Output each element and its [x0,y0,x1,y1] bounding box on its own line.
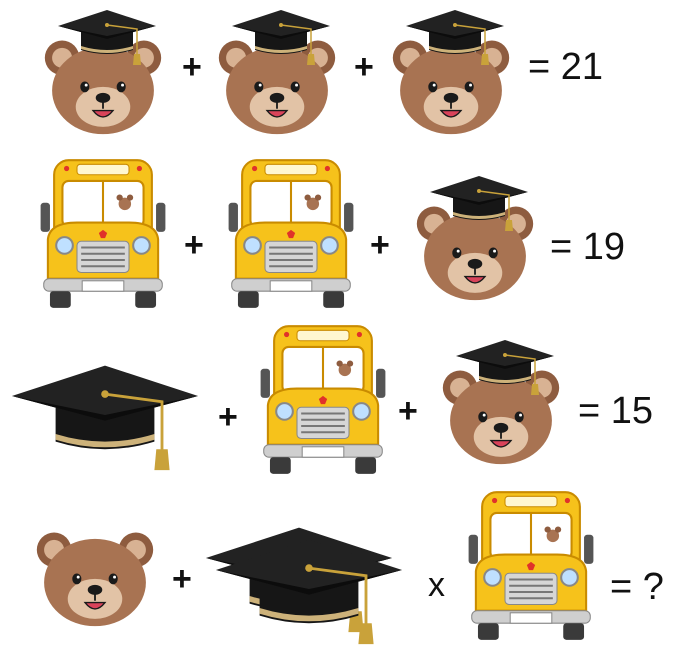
bear-icon [30,528,160,628]
equation-row-2 [0,150,691,310]
cap-icon [52,6,162,66]
result: = 15 [578,390,654,432]
result: = ? [610,566,664,608]
operator: + [398,392,418,430]
operator: + [182,48,202,86]
operator: + [370,226,390,264]
cap-icon [214,532,404,646]
operator: + [354,48,374,86]
bus-icon [462,488,600,644]
cap-icon [450,336,560,396]
result: = 21 [528,46,604,88]
equation-row-3 [0,320,691,480]
operator: + [184,226,204,264]
cap-icon [8,358,202,472]
bus-icon [222,156,360,312]
bus-icon [34,156,172,312]
equation-row-1 [0,0,691,140]
operator: + [172,560,192,598]
operator: + [218,398,238,436]
cap-icon [400,6,510,66]
cap-icon [226,6,336,66]
bus-icon [254,322,392,478]
cap-icon [424,172,534,232]
result: = 19 [550,226,626,268]
operator: x [428,566,445,604]
equation-row-4 [0,484,691,648]
